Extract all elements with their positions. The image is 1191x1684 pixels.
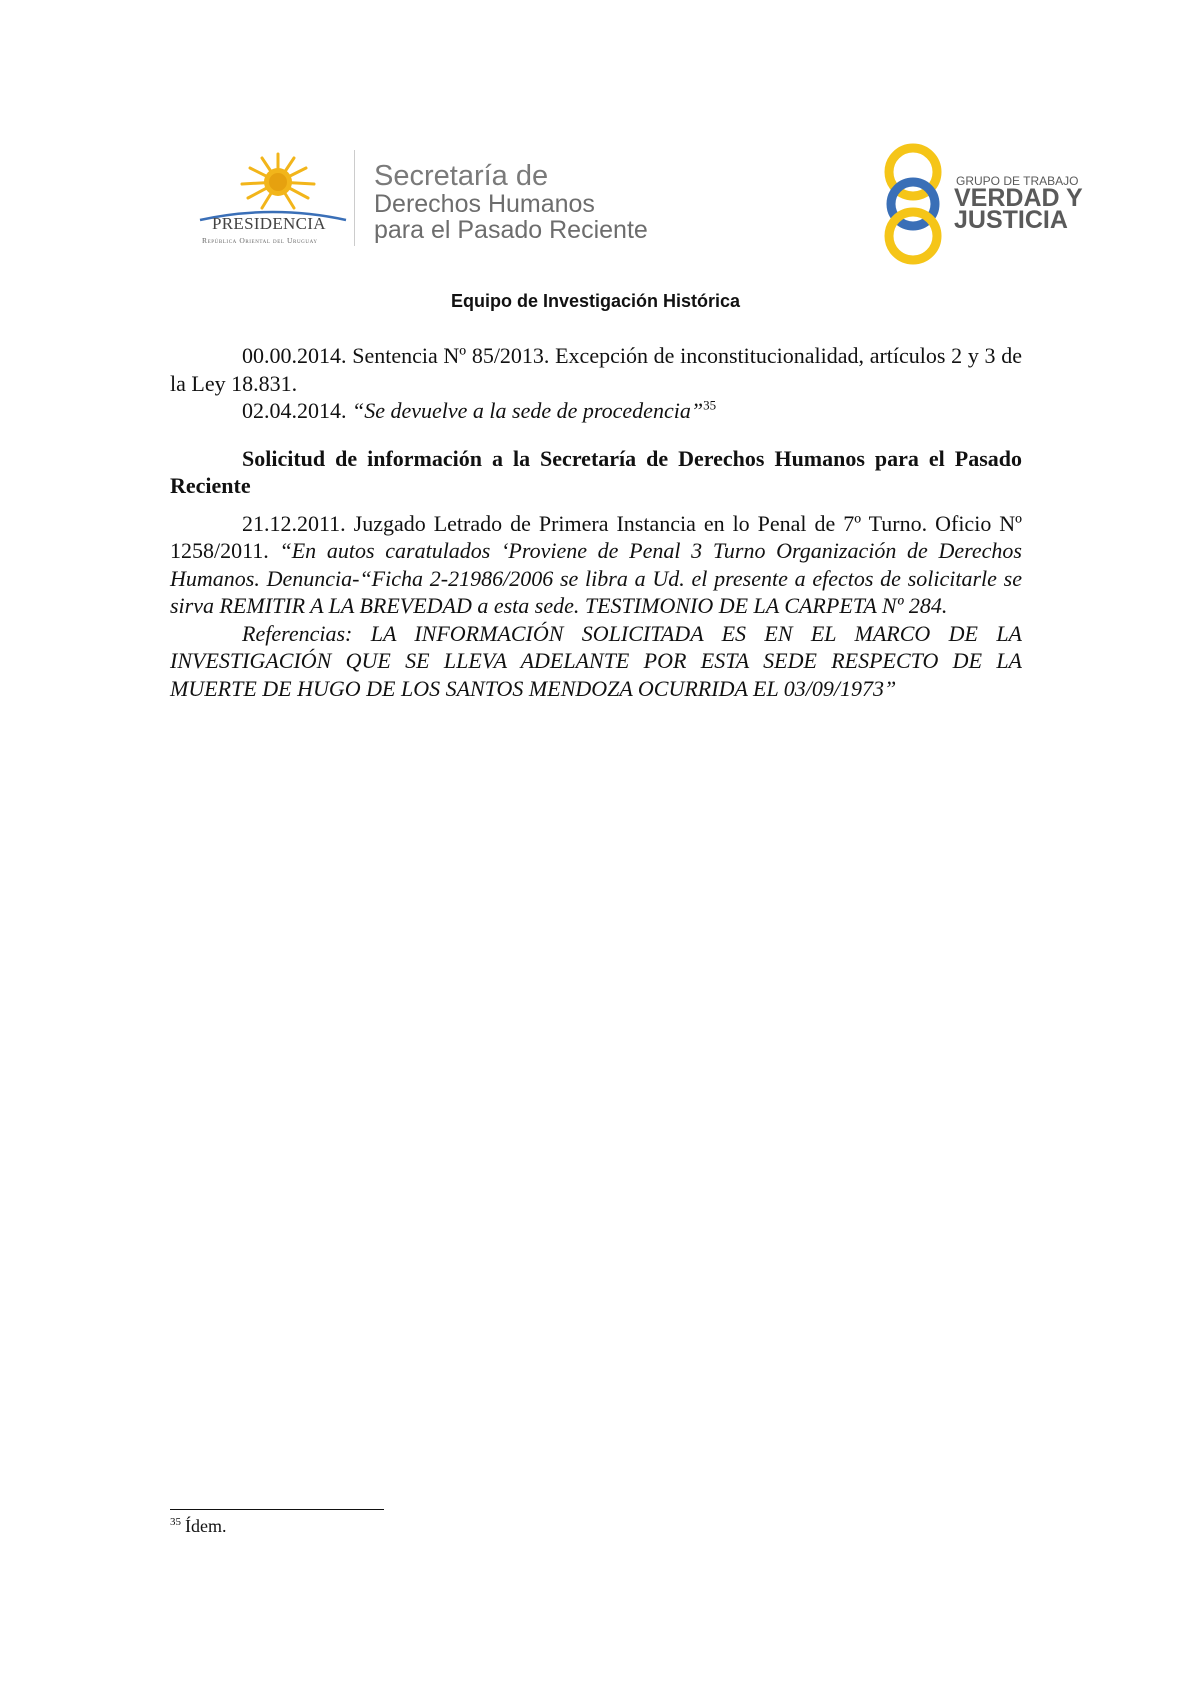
grupo-trabajo-label: GRUPO DE TRABAJO bbox=[956, 174, 1079, 188]
presidencia-label: PRESIDENCIA bbox=[212, 214, 326, 233]
request-date-court: 21.12.2011. Juzgado Letrado de Primera Instancia en lo Penal de 7º Turno. Oficio Nº 1258/2011. bbox=[170, 510, 1022, 563]
secretaria-line-2: Derechos Humanos bbox=[374, 190, 595, 218]
presidencia-subtitle: República Oriental del Uruguay bbox=[202, 236, 318, 245]
entry-sentencia bbox=[170, 342, 1022, 397]
secretaria-line-1: Secretaría de bbox=[374, 160, 549, 192]
verdad-label: VERDAD Y bbox=[954, 184, 1083, 212]
sun-emblem-icon bbox=[238, 152, 318, 214]
section-heading: Solicitud de información a la Secretaría de Derechos Humanos para el Pasado Reciente bbox=[170, 445, 1022, 498]
header-left-logos bbox=[198, 148, 698, 258]
secretaria-line-3: para el Pasado Reciente bbox=[374, 216, 648, 244]
linked-rings-icon bbox=[878, 140, 948, 266]
document-body bbox=[170, 342, 1022, 702]
request-paragraph bbox=[170, 510, 1022, 620]
header-divider bbox=[354, 150, 355, 246]
entry-date: 00.00.2014. bbox=[242, 343, 347, 368]
request-references: Referencias: LA INFORMACIÓN SOLICITADA ES EN EL MARCO DE LA INVESTIGACIÓN QUE SE LLEVA ADELANTE POR ESTA SEDE RESPECTO DE LA MUERTE DE HUGO DE LOS SANTOS MENDOZA OCURRIDA EL 03/09/1973” bbox=[170, 620, 1022, 701]
justicia-label: JUSTICIA bbox=[954, 206, 1068, 234]
header-right-logo bbox=[878, 140, 1098, 266]
entry-quote: “Se devuelve a la sede de procedencia” bbox=[352, 398, 704, 423]
team-title: Equipo de Investigación Histórica bbox=[450, 291, 741, 311]
footnote-text: Ídem. bbox=[185, 1516, 227, 1536]
entry-devuelve bbox=[170, 397, 1022, 425]
spacer bbox=[170, 500, 1022, 510]
footnote bbox=[170, 1516, 226, 1537]
entry-date: 02.04.2014. bbox=[242, 398, 347, 423]
footnote-number: 35 bbox=[170, 1516, 181, 1528]
entry-text: Sentencia Nº 85/2013. Excepción de inconstitucionalidad, artículos 2 y 3 de la Ley 18.831. bbox=[170, 343, 1023, 396]
request-quote: “En autos caratulados ‘Proviene de Penal 3 Turno Organización de Derechos Humanos. Denuncia-“Ficha 2-21986/2006 se libra a Ud. el presente a efectos de solicitarle se sirva REMITIR A LA BREVEDAD a esta sede. TESTIMONIO DE LA CARPETA Nº 284. bbox=[170, 538, 1022, 618]
spacer bbox=[170, 425, 1022, 445]
footnote-reference[interactable]: 35 bbox=[703, 397, 717, 413]
footnote-separator bbox=[170, 1509, 384, 1510]
